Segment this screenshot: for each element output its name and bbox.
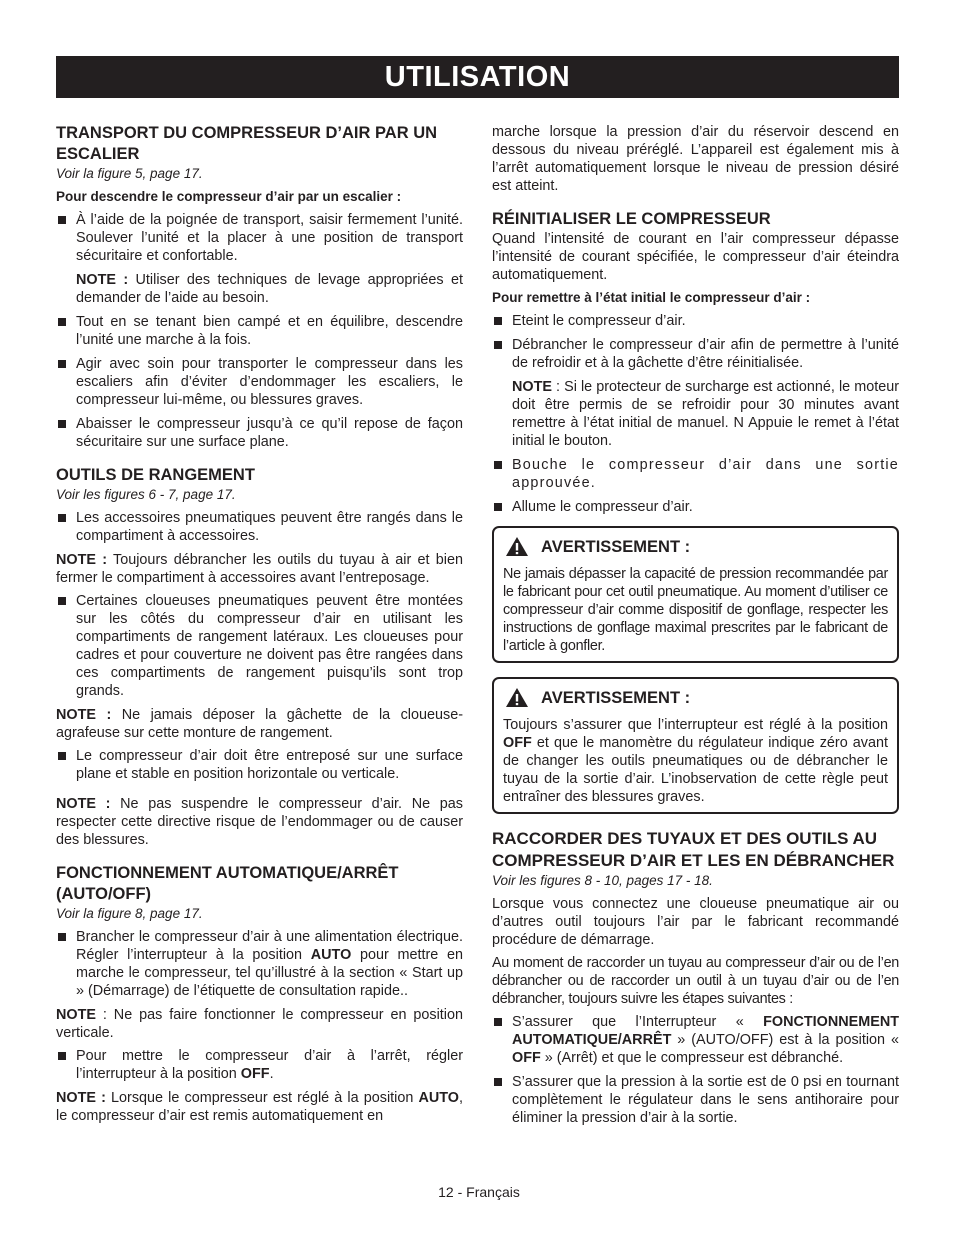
- note: NOTE : Si le protecteur de surcharge est actionné, le moteur doit être permis de se refroidir pour 30 minutes avant remettre à l’état initial de manuel. N Appuie le remet à l’état initial le bouton.: [512, 379, 899, 449]
- paragraph: Quand l’intensité de courant en l’air compresseur dépasse l’intensité de courant spécifiée, le compresseur d’air éteindra automatiquement.: [492, 231, 899, 283]
- section-heading-raccorder: RACCORDER DES TUYAUX ET DES OUTILS AU COMPRESSEUR D’AIR ET LES EN DÉBRANCHER: [492, 829, 895, 870]
- note: NOTE : Utiliser des techniques de levage appropriées et demander de l’aide au besoin.: [76, 272, 464, 306]
- warning-text: Toujours s’assurer que l’interrupteur est réglé à la position OFF et que le manomètre du régulateur indique zéro avant de changer les outils pneumatiques ou de débrancher le tuyau de la sortie d’air. L’inobservation de cette règle peut entraîner des blessures graves.: [503, 717, 888, 805]
- warning-box: [492, 677, 899, 814]
- page-footer: 12 - Français: [438, 1184, 520, 1200]
- lead-text: Pour descendre le compresseur d’air par un escalier :: [56, 189, 402, 204]
- figure-reference: Voir la figure 8, page 17.: [56, 906, 203, 921]
- warning-title: AVERTISSEMENT :: [541, 537, 691, 556]
- bullet-item: À l’aide de la poignée de transport, saisir fermement l’unité. Soulever l’unité et la placer à une position de transport sécuritaire et confortable.: [56, 211, 463, 265]
- page-title: UTILISATION: [384, 60, 571, 93]
- section-heading-reset: RÉINITIALISER LE COMPRESSEUR: [492, 210, 771, 228]
- note: NOTE : Ne pas suspendre le compresseur d’air. Ne pas respecter cette directive risque de l’endommager ou de causer des blessures.: [56, 796, 463, 848]
- bullet-item: Certaines cloueuses pneumatiques peuvent être montées sur les côtés du compresseur d’air en utilisant les compartiments de rangement latéraux. Les cloueuses pour cadres et pour couverture ne doivent pas être rangées dans ces compartiments de rangement puisqu’ils sont trop grands.: [56, 592, 463, 700]
- figure-reference: Voir la figure 5, page 17.: [56, 166, 203, 181]
- continued-paragraph: marche lorsque la pression d’air du réservoir descend en dessous du niveau préréglé. L’appareil est également mis à l’arrêt automatiquement lorsque le niveau de pression désiré est atteint.: [492, 124, 899, 194]
- bullet-item: Les accessoires pneumatiques peuvent être rangés dans le compartiment à accessoires.: [56, 509, 463, 545]
- section-heading-rangement: OUTILS DE RANGEMENT: [56, 466, 255, 484]
- figure-reference: Voir les figures 8 - 10, pages 17 - 18.: [492, 873, 713, 888]
- bullet-item: Le compresseur d’air doit être entreposé sur une surface plane et stable en position horizontale ou verticale.: [56, 747, 463, 783]
- bullet-item: Allume le compresseur d’air.: [492, 498, 899, 516]
- warning-box: [492, 526, 899, 663]
- note: NOTE : Lorsque le compresseur est réglé à la position AUTO, le compresseur d’air est remis automatiquement en: [56, 1090, 463, 1124]
- bullet-item: Abaisser le compresseur jusqu’à ce qu’il repose de façon sécuritaire sur une surface plane.: [56, 415, 463, 451]
- note: NOTE : Toujours débrancher les outils du tuyau à air et bien fermer le compartiment à accessoires avant l’entreposage.: [56, 552, 463, 586]
- bullet-item: Pour mettre le compresseur d’air à l’arrêt, régler l’interrupteur à la position OFF.: [56, 1047, 463, 1083]
- page-title-banner: [56, 56, 899, 98]
- note: NOTE : Ne pas faire fonctionner le compresseur en position verticale.: [56, 1007, 463, 1041]
- bullet-item: Bouche le compresseur d’air dans une sortie approuvée.: [492, 456, 899, 492]
- bullet-item: Débrancher le compresseur d’air afin de permettre à l’unité de refroidir et à la gâchette d’être réinitialisée.: [492, 336, 899, 372]
- warning-triangle-icon: [505, 687, 529, 708]
- bullet-item: Agir avec soin pour transporter le compresseur dans les escaliers afin d’éviter d’endommager les escaliers, le compresseur lui-même, ou blessures graves.: [56, 355, 463, 409]
- bullet-item: Brancher le compresseur d’air à une alimentation électrique. Régler l’interrupteur à la position AUTO pour mettre en marche le compresseur, tel qu’illustré à la section « Start up » (Démarrage) de l’étiquette de consultation rapide..: [56, 928, 463, 1000]
- right-column: [492, 123, 899, 1133]
- paragraph: Au moment de raccorder un tuyau au compresseur d’air ou de l’en débrancher ou de raccorder un outil à un tuyau d’air ou de l’en débrancher, toujours suivre les étapes suivantes :: [492, 955, 899, 1007]
- warning-title: AVERTISSEMENT :: [541, 688, 691, 707]
- section-heading-auto-off: FONCTIONNEMENT AUTOMATIQUE/ARRÊT (AUTO/OFF): [56, 864, 399, 903]
- figure-reference: Voir les figures 6 - 7, page 17.: [56, 487, 236, 502]
- lead-text: Pour remettre à l’état initial le compresseur d’air :: [492, 290, 811, 305]
- warning-triangle-icon: [505, 536, 529, 557]
- section-heading-transport: TRANSPORT DU COMPRESSEUR D’AIR PAR UN ESCALIER: [56, 124, 438, 163]
- bullet-item: Eteint le compresseur d’air.: [492, 312, 899, 330]
- warning-text: Ne jamais dépasser la capacité de pression recommandée par le fabricant pour cet outil pneumatique. Au moment d’utiliser ce compresseur d’air comme dispositif de gonflage, respecter les instructions de gonflage maximal prescrites par le fabricant de l’article à gonfler.: [503, 566, 888, 654]
- left-column: [56, 123, 463, 1130]
- bullet-item: S’assurer que l’Interrupteur « FONCTIONNEMENT AUTOMATIQUE/ARRÊT » (AUTO/OFF) est à la position « OFF » (Arrêt) et que le compresseur est débranché.: [492, 1013, 899, 1067]
- bullet-item: Tout en se tenant bien campé et en équilibre, descendre l’unité une marche à la fois.: [56, 313, 463, 349]
- paragraph: Lorsque vous connectez une cloueuse pneumatique air ou d’autres outil toujours l’air par le fabricant recommandé procédure de démarrage.: [492, 896, 899, 948]
- note: NOTE : Ne jamais déposer la gâchette de la cloueuse-agrafeuse sur cette monture de rangement.: [56, 707, 464, 741]
- bullet-item: S’assurer que la pression à la sortie est de 0 psi en tournant complètement le régulateur dans le sens antihoraire pour éliminer la pression d’air à la sortie.: [492, 1073, 899, 1127]
